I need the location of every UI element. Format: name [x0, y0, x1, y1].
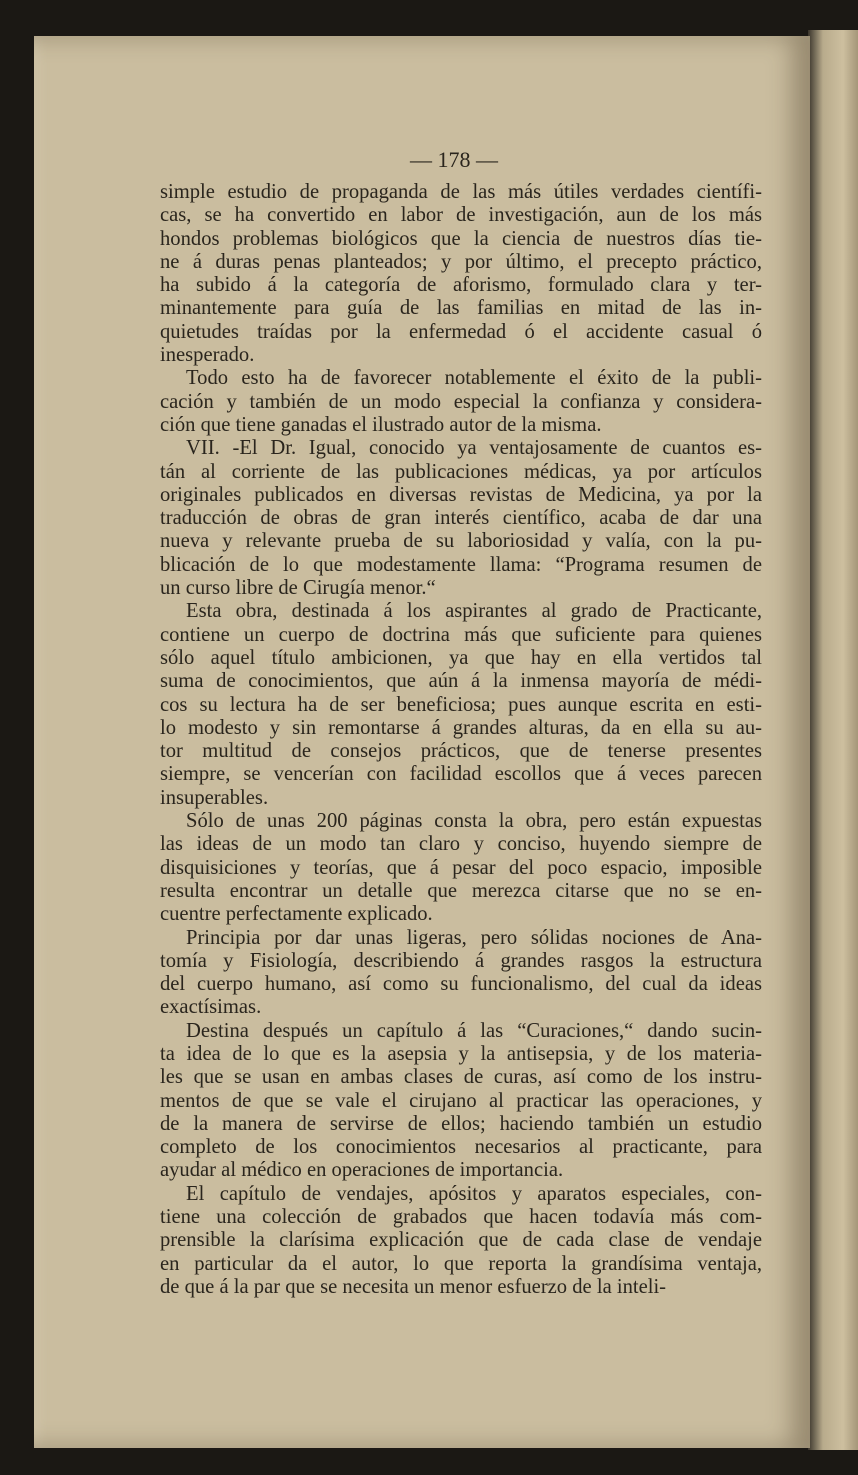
text-line: cos su lectura ha de ser beneficiosa; pues aunque escrita en esti-: [160, 693, 762, 716]
text-line: disquisiciones y teorías, que á pesar del poco espacio, imposible: [160, 856, 762, 879]
paragraph: [160, 1183, 762, 1299]
text-line: les que se usan en ambas clases de curas, así como de los instru-: [160, 1066, 762, 1089]
text-line: inesperado.: [160, 344, 255, 367]
text-line: minantemente para guía de las familias en mitad de las in-: [160, 297, 762, 320]
text-line: cas, se ha convertido en labor de investigación, aun de los más: [160, 204, 762, 227]
text-line: insuperables.: [160, 786, 269, 809]
text-line: quietudes traídas por la enfermedad ó el accidente casual ó: [160, 320, 762, 343]
paragraph: [160, 367, 762, 437]
book-page: [34, 36, 810, 1448]
page-number-header: — 178 —: [410, 147, 498, 172]
text-line: Esta obra, destinada á los aspirantes al grado de Practicante,: [186, 600, 762, 623]
text-line: simple estudio de propaganda de las más útiles verdades científi-: [160, 181, 762, 203]
text-line: Principia por dar unas ligeras, pero sólidas nociones de Ana-: [186, 926, 762, 949]
text-line: tor multitud de consejos prácticos, que de tenerse presentes: [160, 740, 762, 763]
paragraph: [160, 810, 762, 926]
text-line: cación y también de un modo especial la confianza y considera-: [160, 390, 762, 413]
adjacent-page-edge: [808, 30, 858, 1450]
text-line: ción que tiene ganadas el ilustrado autor de la misma.: [160, 413, 602, 436]
text-line: blicación de lo que modestamente llama: “Programa resumen de: [160, 553, 762, 576]
text-line: Sólo de unas 200 páginas consta la obra, pero están expuestas: [186, 810, 762, 833]
text-line: resulta encontrar un detalle que merezca citarse que no se en-: [160, 879, 762, 902]
text-line: hondos problemas biológicos que la ciencia de nuestros días tie-: [160, 227, 762, 250]
paragraph: [160, 600, 762, 810]
text-line: Todo esto ha de favorecer notablemente el éxito de la publi-: [186, 367, 762, 390]
text-line: ayudar al médico en operaciones de importancia.: [160, 1159, 564, 1182]
text-line: del cuerpo humano, así como su funcionalismo, del cual da ideas: [160, 973, 762, 996]
paragraph: [160, 927, 762, 1020]
text-line: traducción de obras de gran interés científico, acaba de dar una: [160, 507, 762, 530]
paragraph: [160, 181, 762, 367]
text-line: siempre, se vencerían con facilidad escollos que á veces parecen: [160, 763, 762, 786]
text-line: completo de los conocimientos necesarios al practicante, para: [160, 1136, 762, 1159]
text-line: ne á duras penas planteados; y por último, el precepto práctico,: [160, 250, 762, 273]
text-line: VII. -El Dr. Igual, conocido ya ventajosamente de cuantos es-: [186, 437, 762, 460]
text-line: prensible la clarísima explicación que de cada clase de vendaje: [160, 1229, 762, 1252]
text-line: de que á la par que se necesita un menor esfuerzo de la inteli-: [160, 1275, 667, 1298]
text-line: ha subido á la categoría de aforismo, formulado clara y ter-: [160, 274, 762, 297]
text-line: ta idea de lo que es la asepsia y la antisepsia, y de los materia-: [160, 1042, 762, 1065]
text-line: cuentre perfectamente explicado.: [160, 903, 433, 926]
text-line: sólo aquel título ambicionen, ya que hay en ella vertidos tal: [160, 646, 762, 669]
text-line: El capítulo de vendajes, apósitos y aparatos especiales, con-: [186, 1182, 762, 1205]
text-line: Destina después un capítulo á las “Curaciones,“ dando sucin-: [186, 1019, 762, 1042]
text-line: en particular da el autor, lo que reporta la grandísima ventaja,: [160, 1252, 762, 1275]
text-line: tiene una colección de grabados que hacen todavía más com-: [160, 1206, 762, 1229]
text-line: originales publicados en diversas revistas de Medicina, ya por la: [160, 483, 762, 506]
text-line: un curso libre de Cirugía menor.“: [160, 577, 436, 600]
text-line: suma de conocimientos, que aún á la inmensa mayoría de médi-: [160, 670, 762, 693]
paragraph: [160, 1020, 762, 1183]
text-line: de la manera de servirse de ellos; haciendo también un estudio: [160, 1112, 762, 1135]
text-line: tán al corriente de las publicaciones médicas, ya por artículos: [160, 460, 762, 483]
text-line: las ideas de un modo tan claro y conciso, huyendo siempre de: [160, 833, 762, 856]
text-line: mentos de que se vale el cirujano al practicar las operaciones, y: [160, 1089, 762, 1112]
text-line: exactísimas.: [160, 996, 262, 1019]
body-text: [160, 181, 762, 1299]
text-line: contiene un cuerpo de doctrina más que suficiente para quienes: [160, 623, 762, 646]
paragraph: [160, 437, 762, 600]
text-line: nueva y relevante prueba de su laboriosidad y valía, con la pu-: [160, 530, 762, 553]
text-line: tomía y Fisiología, describiendo á grandes rasgos la estructura: [160, 949, 762, 972]
text-line: lo modesto y sin remontarse á grandes alturas, da en ella su au-: [160, 716, 762, 739]
